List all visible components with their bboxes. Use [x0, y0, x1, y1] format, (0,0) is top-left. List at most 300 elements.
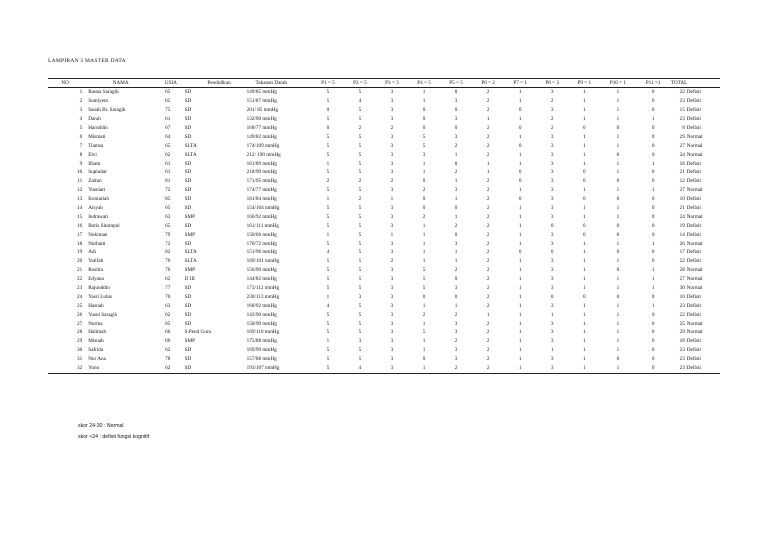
row-tekanan-darah: 230/113 mmHg	[246, 293, 280, 300]
row-p2: 5	[358, 311, 362, 318]
row-pendidikan: SMP	[184, 338, 195, 345]
row-p8: 3	[550, 258, 554, 265]
row-nama: Nur Ana	[88, 356, 106, 363]
total-status: Defisit	[686, 160, 701, 167]
row-p9: 0	[582, 169, 586, 176]
row-p1: 5	[326, 205, 330, 212]
row-p10: 1	[616, 285, 620, 292]
row-p1: 4	[326, 302, 330, 309]
total-status: Defisit	[686, 116, 701, 123]
header-p2: P2 = 5	[344, 79, 376, 88]
total-score: 26	[679, 240, 685, 247]
header-p9: P9 = 1	[568, 79, 600, 88]
row-p7: 1	[518, 240, 522, 247]
row-pendidikan: S.Pend Guru	[184, 329, 212, 336]
row-p1: 5	[326, 116, 330, 123]
total-status: Defisit	[686, 222, 701, 229]
row-p9: 1	[582, 142, 586, 149]
table-row	[48, 115, 720, 124]
row-p11: 0	[651, 169, 655, 176]
row-p6: 1	[486, 160, 490, 167]
row-p5: 0	[454, 125, 458, 131]
row-p8: 1	[550, 347, 554, 354]
row-p8: 3	[550, 213, 554, 220]
row-no: 2	[79, 98, 83, 105]
row-p10: 1	[616, 240, 620, 247]
row-p9: 1	[582, 133, 586, 140]
row-total	[671, 106, 720, 115]
row-p10: 0	[616, 196, 620, 203]
row-p5: 1	[454, 258, 458, 265]
row-p9: 1	[582, 240, 586, 247]
row-pendidikan: SD	[184, 160, 192, 167]
row-p1: 5	[326, 213, 330, 220]
row-p11: 1	[651, 240, 655, 247]
row-usia: 75	[165, 107, 171, 114]
row-p9: 1	[582, 267, 586, 274]
row-p5: 0	[454, 205, 458, 212]
row-p7: 1	[518, 151, 522, 158]
row-p8: 1	[550, 311, 554, 318]
row-p10: 0	[616, 222, 620, 229]
row-p3: 3	[390, 320, 394, 327]
table-row	[48, 177, 720, 186]
row-p1: 1	[326, 338, 330, 345]
row-p3: 3	[390, 267, 394, 274]
row-p4: 5	[422, 133, 426, 140]
row-p1: 0	[326, 125, 330, 131]
row-p10: 0	[616, 249, 620, 256]
row-no: 8	[79, 151, 83, 158]
row-p10: 1	[616, 187, 620, 194]
row-p2: 5	[358, 187, 362, 194]
total-score: 28	[679, 267, 685, 274]
row-p5: 1	[454, 196, 458, 203]
row-total	[671, 124, 720, 133]
row-total	[671, 292, 720, 301]
row-p9: 0	[582, 231, 586, 238]
row-no: 16	[77, 222, 83, 229]
row-nama: Rauna Saragih	[88, 89, 119, 96]
row-nama: Ilham	[88, 160, 101, 167]
row-p7: 1	[518, 311, 522, 318]
row-p9: 1	[582, 285, 586, 292]
row-p2: 5	[358, 222, 362, 229]
row-p3: 3	[390, 276, 394, 283]
row-p3: 3	[390, 89, 394, 96]
row-p10: 1	[616, 311, 620, 318]
row-pendidikan: SMP	[184, 267, 195, 274]
header-p4: P4 = 5	[408, 79, 440, 88]
row-total	[671, 177, 720, 186]
table-row	[48, 150, 720, 159]
row-no: 28	[77, 329, 83, 336]
row-tekanan-darah: 170/72 mmHg	[246, 240, 277, 247]
row-total	[671, 230, 720, 239]
row-p5: 1	[454, 151, 458, 158]
total-score: 21	[679, 169, 685, 176]
row-p3: 3	[390, 329, 394, 336]
row-p5: 0	[454, 293, 458, 300]
row-p11: 0	[651, 151, 655, 158]
row-nama: Sanah Br. Saragih	[88, 107, 126, 114]
total-score: 23	[679, 347, 685, 354]
row-p10: 1	[616, 89, 620, 96]
row-p4: 1	[422, 89, 426, 96]
row-p7: 1	[518, 213, 522, 220]
row-no: 31	[77, 356, 83, 363]
row-p4: 0	[422, 178, 426, 185]
row-p11: 0	[651, 356, 655, 363]
row-p11: 0	[651, 222, 655, 229]
row-p11: 0	[651, 258, 655, 265]
row-p2: 5	[358, 258, 362, 265]
row-p3: 3	[390, 142, 394, 149]
row-p3: 1	[390, 231, 394, 238]
row-no: 22	[77, 276, 83, 283]
table-row	[48, 346, 720, 355]
row-pendidikan: SD	[184, 98, 192, 105]
row-p5: 0	[454, 160, 458, 167]
row-p11: 0	[651, 196, 655, 203]
row-tekanan-darah: 150/66 mmHg	[246, 231, 277, 238]
total-score: 30	[679, 285, 685, 292]
row-p9: 1	[582, 249, 586, 256]
row-p10: 1	[616, 133, 620, 140]
total-status: Defisit	[686, 249, 701, 256]
row-p11: 1	[651, 116, 655, 123]
row-p1: 5	[326, 320, 330, 327]
row-p6: 2	[486, 329, 490, 336]
total-status: Normal	[686, 329, 703, 336]
row-p1: 1	[326, 231, 330, 238]
row-total	[671, 212, 720, 221]
row-p5: 3	[454, 187, 458, 194]
row-p4: 1	[422, 240, 426, 247]
row-p8: 0	[550, 222, 554, 229]
total-status: Defisit	[686, 231, 701, 238]
row-p1: 4	[326, 249, 330, 256]
row-p3: 3	[390, 213, 394, 220]
row-no: 21	[77, 267, 83, 274]
row-p1: 1	[326, 196, 330, 203]
row-p5: 3	[454, 320, 458, 327]
row-p11: 1	[651, 302, 655, 309]
row-p10: 0	[616, 293, 620, 300]
row-p9: 1	[582, 356, 586, 363]
row-tekanan-darah: 174/109 mmHg	[246, 142, 280, 149]
row-usia: 66	[165, 338, 171, 345]
row-usia: 65	[165, 98, 171, 105]
row-p6: 2	[486, 222, 490, 229]
total-score: 22	[679, 258, 685, 265]
row-p10: 0	[616, 356, 620, 363]
header-nama: NAMA	[82, 79, 159, 88]
row-p11: 0	[651, 311, 655, 318]
row-p1: 1	[326, 160, 330, 167]
row-p2: 2	[358, 196, 362, 203]
row-p8: 3	[550, 338, 554, 345]
row-p11: 0	[651, 142, 655, 149]
row-usia: 65	[165, 205, 171, 212]
total-status: Defisit	[686, 169, 701, 176]
total-score: 24	[679, 213, 685, 220]
row-p2: 5	[358, 285, 362, 292]
row-nama: Yasri Lubis	[88, 293, 113, 300]
row-total	[671, 301, 720, 310]
row-usia: 60	[165, 329, 171, 336]
total-status: Defisit	[686, 125, 701, 131]
row-p6: 2	[486, 240, 490, 247]
row-p6: 2	[486, 258, 490, 265]
row-pendidikan: SLTA	[184, 142, 197, 149]
row-p3: 3	[390, 356, 394, 363]
table-row	[48, 124, 720, 133]
total-score: 24	[679, 151, 685, 158]
row-tekanan-darah: 151/96 mmHg	[246, 249, 277, 256]
row-pendidikan: SD	[184, 116, 192, 123]
row-p1: 5	[326, 285, 330, 292]
row-p9: 0	[582, 222, 586, 229]
row-no: 17	[77, 231, 83, 238]
header-total: TOTAL	[671, 79, 720, 88]
row-p10: 1	[616, 205, 620, 212]
row-total	[671, 284, 720, 293]
row-p3: 3	[376, 364, 408, 373]
row-usia: 62	[165, 311, 171, 318]
row-p9: 1	[582, 320, 586, 327]
row-total	[671, 141, 720, 150]
table-row	[48, 248, 720, 257]
row-p9: 1	[582, 89, 586, 96]
header-usia: USIA	[159, 79, 183, 88]
row-p4: 0	[422, 107, 426, 114]
table-row	[48, 275, 720, 284]
row-p3: 3	[390, 338, 394, 345]
score-notes	[78, 421, 149, 442]
total-status: Normal	[686, 285, 703, 292]
row-tekanan-darah: 169/110 mmHg	[246, 329, 280, 336]
row-total	[671, 221, 720, 230]
row-total	[671, 337, 720, 346]
row-nama: Haruddin	[88, 125, 108, 131]
row-p4: 1	[422, 338, 426, 345]
table-row	[48, 239, 720, 248]
row-p11: 0	[651, 338, 655, 345]
total-status: Defisit	[686, 302, 701, 309]
total-score: 10	[679, 196, 685, 203]
row-p11: 1	[651, 187, 655, 194]
row-nama: Darah	[88, 116, 101, 123]
row-p8: 3	[550, 160, 554, 167]
total-score: 22	[679, 89, 685, 96]
row-no: 27	[77, 320, 83, 327]
row-p3: 3	[390, 98, 394, 105]
row-p11: 0	[651, 293, 655, 300]
row-p7: 0	[518, 169, 522, 176]
row-p5: 2	[440, 364, 472, 373]
row-p1: 5	[326, 329, 330, 336]
row-pendidikan: SD	[184, 222, 192, 229]
row-p10: 0	[616, 125, 620, 131]
row-p7: 1	[518, 276, 522, 283]
row-pendidikan: SD	[184, 89, 192, 96]
row-p6: 2	[486, 356, 490, 363]
row-p11: 0	[651, 178, 655, 185]
row-p5: 3	[454, 240, 458, 247]
total-score: 18	[679, 160, 685, 167]
row-p4: 5	[422, 142, 426, 149]
total-status: Defisit	[686, 98, 701, 105]
row-p7: 0	[518, 142, 522, 149]
total-score: 17	[679, 249, 685, 256]
row-p2: 5	[358, 142, 362, 149]
total-status: Normal	[686, 151, 703, 158]
row-p6: 1	[486, 311, 490, 318]
row-p3: 3	[390, 133, 394, 140]
row-p9: 0	[582, 125, 586, 131]
row-p6: 2	[486, 267, 490, 274]
row-p2: 3	[358, 338, 362, 345]
row-total	[671, 364, 720, 373]
row-p9: 1	[568, 364, 600, 373]
row-p6: 2	[486, 107, 490, 114]
table-row	[48, 97, 720, 106]
row-nama: Norma	[88, 320, 103, 327]
total-score: 27	[679, 187, 685, 194]
header-p1: P1 = 5	[312, 79, 344, 88]
row-p9: 1	[582, 338, 586, 345]
row-usia: 79	[165, 231, 171, 238]
row-p2: 5	[358, 240, 362, 247]
page-title: LAMPIRAN 3 MASTER DATA	[48, 58, 126, 64]
row-tekanan-darah: 132/90 mmHg	[246, 116, 277, 123]
row-p9: 1	[582, 213, 586, 220]
row-p3: 3	[390, 222, 394, 229]
row-p5: 3	[454, 285, 458, 292]
total-score: 27	[679, 142, 685, 149]
table-row	[48, 106, 720, 115]
row-p8: 2	[550, 116, 554, 123]
total-status: Normal	[686, 267, 703, 274]
row-total	[671, 310, 720, 319]
total-score: 23	[679, 98, 685, 105]
row-pendidikan: SD	[184, 187, 192, 194]
row-nama: Boris Sitompul	[88, 222, 120, 229]
row-p5: 3	[454, 329, 458, 336]
row-p6: 2	[472, 364, 504, 373]
row-pendidikan: SD	[184, 125, 192, 131]
row-p7: 1	[518, 356, 522, 363]
row-pendidikan: SD	[184, 293, 192, 300]
row-p7: 1	[518, 285, 522, 292]
table-row	[48, 301, 720, 310]
row-p4: 0	[422, 125, 426, 131]
row-pendidikan: SD	[184, 240, 192, 247]
row-p6: 2	[486, 125, 490, 131]
row-pendidikan: SLTA	[184, 151, 197, 158]
row-p6: 2	[486, 205, 490, 212]
total-score: 23	[679, 365, 685, 372]
row-p1: 5	[326, 133, 330, 140]
row-p5: 3	[454, 133, 458, 140]
row-p2: 5	[358, 107, 362, 114]
row-p11: 0	[651, 89, 655, 96]
row-p5: 3	[454, 116, 458, 123]
row-p5: 2	[454, 222, 458, 229]
row-p11: 1	[651, 285, 655, 292]
row-p6: 2	[486, 89, 490, 96]
table-header-row	[48, 79, 720, 88]
row-pendidikan: SD	[184, 347, 192, 354]
row-p4: 5	[422, 329, 426, 336]
total-score: 23	[679, 356, 685, 363]
row-p4: 1	[422, 222, 426, 229]
row-total	[671, 195, 720, 204]
row-no: 10	[77, 169, 83, 176]
row-p6: 2	[486, 285, 490, 292]
row-p5: 0	[454, 276, 458, 283]
row-p8: 3	[550, 285, 554, 292]
table-row	[48, 204, 720, 213]
row-p8: 3	[550, 231, 554, 238]
row-nama: Yatifah	[88, 258, 104, 265]
total-status: Normal	[686, 320, 703, 327]
row-p4: 2	[422, 213, 426, 220]
row-total	[671, 266, 720, 275]
row-p8: 0	[550, 249, 554, 256]
row-total	[671, 257, 720, 266]
row-no: 18	[77, 240, 83, 247]
row-p3: 3	[390, 151, 394, 158]
row-p1: 5	[326, 142, 330, 149]
row-tekanan-darah: 151/87 mmHg	[246, 98, 277, 105]
row-no: 30	[77, 347, 83, 354]
row-p11: 0	[651, 347, 655, 354]
row-p6: 1	[486, 116, 490, 123]
row-total	[671, 88, 720, 97]
row-pendidikan: SD	[184, 205, 192, 212]
row-p7: 1	[518, 222, 522, 229]
row-usia: 77	[165, 285, 171, 292]
row-p5: 2	[454, 338, 458, 345]
row-no: 23	[77, 285, 83, 292]
row-p4: 0	[422, 293, 426, 300]
row-p2: 5	[358, 205, 362, 212]
row-p8: 3	[550, 302, 554, 309]
row-usia: 78	[165, 356, 171, 363]
row-p7: 0	[518, 249, 522, 256]
row-nama: Indrawati	[88, 213, 109, 220]
row-p5: 3	[454, 98, 458, 105]
total-score: 10	[679, 293, 685, 300]
total-score: 12	[679, 178, 685, 185]
table-row	[48, 257, 720, 266]
row-p1: 5	[326, 89, 330, 96]
row-p4: 1	[422, 249, 426, 256]
row-p4: 1	[422, 160, 426, 167]
row-p2: 5	[358, 356, 362, 363]
total-status: Defisit	[686, 293, 701, 300]
row-nama: Rajuuddin	[88, 285, 110, 292]
row-no: 13	[77, 196, 83, 203]
total-score: 29	[679, 133, 685, 140]
row-p7: 1	[518, 133, 522, 140]
row-usia: 62	[159, 364, 183, 373]
row-p1: 5	[312, 364, 344, 373]
row-p9: 1	[582, 187, 586, 194]
row-tekanan-darah: 149/85 mmHg	[246, 89, 277, 96]
